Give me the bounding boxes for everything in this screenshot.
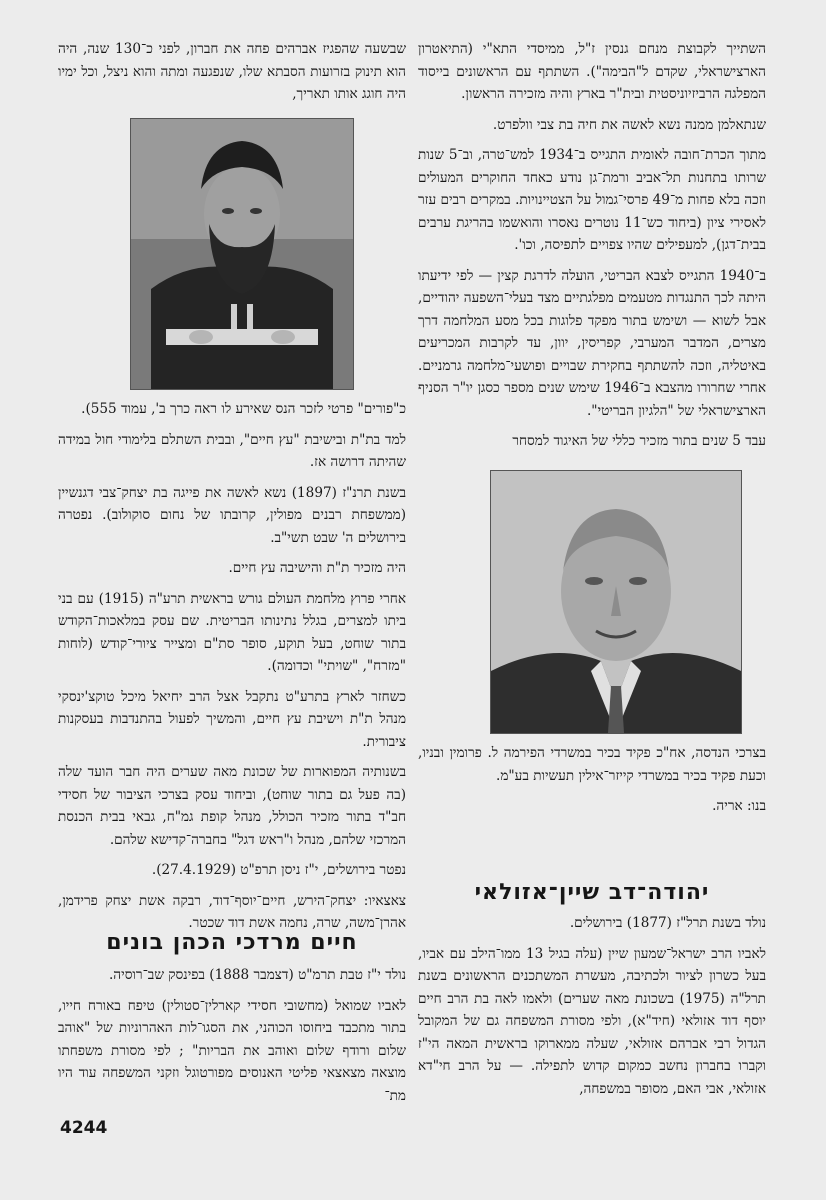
portrait-photo-man-suit — [490, 470, 742, 734]
paragraph: ב־1940 התגייס לצבא הבריטי, הועלה לדרגת קצין — לפי ידיעתו היתה לכך התנגדות מטעמים מפלגתיים מצד בעלי־השפעה יהודיים, אבל לשוא — ושימש בתור מפקד פלוגות בכל מסע המלחמה דרך מצרים, המדבר המערבי, קפריסין, יוון, עד לקרבות המכריעים באיטליה, וזכה להשתתף בחקירת שבויים ופושעי־מלחמה גרמניים. אחרי שחרורו מהצבא ב־1946 שימש שנים מספר כסגן יו"ר הסניף הארצישראלי של "הלגיון הבריטי". — [418, 267, 766, 419]
right-column-section-text — [418, 912, 766, 1108]
paragraph: בצרכי הנדסה, אח"כ פקיד בכיר במשרדי הפירמה ל. פרומין ובניו, וכעת פקיד בכיר במשרדי קייזר־אילין תעשיות בע"מ. — [418, 745, 766, 784]
section-title-left: חיים מרדכי הכהן בונים — [106, 930, 358, 955]
paragraph: בשנותיה המפוארות של שכונת מאה שערים היה חבר הועד שלה (בה פעל גם בתור שוחט), וביחוד עסק בצרכי הציבור של חסידי חב"ד בתור מזכיר הכולל, מנהל קופת גמ"ח, גבאי בבית הכנסת המרכזי שלהם, מנהל ו"ראש דגל" בחברה־קדישא שלהם. — [58, 764, 406, 848]
paragraph: כשחזר לארץ בתרע"ט נתקבל אצל הרב יחיאל מיכל טוקצ'ינסקי מנהל ת"ת וישיבת עץ חיים, והמשיך לפעול בהתנדבות בעסקנות ציבורית. — [58, 688, 406, 750]
right-column-top-text — [418, 38, 766, 461]
paragraph: בנו: אריה. — [712, 798, 766, 814]
paragraph: אחרי פרוץ מלחמת העולם גורש בראשית תרע"ה (1915) עם בני ביתו למצרים, בגלל נתינותו הבריטית. שם עסק במלאכות־הקודש בתור שוחט, בעל תוקע, סופר סת"ם ומצייר ציורי־קודש (לוחות "מזרח", "שויתי" וכדומה). — [58, 590, 406, 674]
paragraph: נפטר בירושלים, י"ז ניסן תרפ"ט (27.4.1929). — [151, 862, 406, 878]
portrait-photo-bearded-man — [130, 118, 354, 390]
paragraph: שבשעה שהפגיז אברהים פחה את חברון, לפני כ־130 שנה, היה הוא תינוק בזרועות הסבתא שלו, שנפגעה ומתה והוא ניצל, וכל ימיו היה חוגג אותו תאריך, — [58, 41, 406, 102]
paragraph: בשנת תרנ"ז (1897) נשא לאשה את פייגה בת יצחק־צבי דגנשיין (ממשפחת רבנים מפולין, קרובתו של נחום סוקולוב). נפטרה בירושלים ה' שבט תשי"ב. — [58, 484, 407, 546]
paragraph: לאביו שמואל (מחשובי חסידי קארלין־סטולין) טיפח באורח חייו, בתור מתכבד ביחוסו הכוהני, את הסגו־לות האהרוניות של "אוהב שלום ורודף שלום ואוהב את הבריות" ; לפי מסורת משפחתו מוצאה מצאצאי פליטי האנוסים מפורטוגל וזקני המשפחה עוד היו מת־ — [58, 997, 406, 1104]
paragraph: נולד בשנת תרל"ז (1877) בירושלים. — [569, 915, 766, 931]
paragraph: לאביו הרב ישראל־שמעון שיין (עלה בגיל 13 ממו־הילב עם אביו, בעל כשרון לציור ולכתיבה, מעשרת המשתכנים הראשונים בשנת תרל"ה (1975) בשכונת מאה שערים) ולאמו לאה בת הרב חיים יוסף דוד אזולאי (חיד"א), ולפי מסורת המשפחה גם של המקובל הגדול רבי אברהם אזולאי, שעלה ממארוקו בראשית המאה הי"ז וקברו בחברון נחשב כמקום קדוש לתפילה. — על הרב חי"דא אזולאי, אבי האם, מסופר במשפחה, — [418, 945, 766, 1097]
paragraph: כ"פורים" פרטי לזכר הנס שאירע לו ראה כרך ב', עמוד 555). — [81, 401, 406, 417]
page-number: 4244 — [60, 1118, 108, 1138]
right-column-caption-text — [418, 742, 766, 826]
paragraph: צאצאיו: יצחק־הירש, חיים־יוסף־דוד, רבקה אשת יצחק פרידמן, אהרן־משה, שרה, נחמה אשת דוד שכטר. — [58, 892, 406, 931]
paragraph: מתוך הכרת־חובה לאומית התגייס ב־1934 למש־טרה, וב־5 שנות שרותו בתחנות תל־אביב ורמת־גן נודע כאחד החוקרים המעולים וזכה בלא פחות מ־49 פרסי־גמול על הצטיינויות. במקרים רבים עזר לאסירי ציון (ביחוד כש־11 נוטרים נאסרו והואשמו בהריגת ערבים בבית־דגן), למעפילים שהיו צפויים לתפיסה, וכו'. — [418, 147, 766, 253]
left-column-section-text — [58, 964, 406, 1115]
paragraph: למד בת"ת ובישיבת "עץ חיים", ובבית השתלם בלימודי חול במידה שהיתה דרושה אז. — [58, 431, 406, 470]
left-column-top-text — [58, 38, 406, 114]
paragraph: עבד 5 שנים בתור מזכיר כללי של האיגוד למסחר — [512, 433, 766, 449]
paragraph: שנתאלמן ממנה נשא לאשה את חיה בת צבי וולפרט. — [492, 116, 766, 133]
paragraph: השתייך לקבוצת מנחם גנסין ז"ל, ממיסדי התא"י (התיאטרון הארצישראלי, שקדם ל"הבימה"). השתתף עם הראשונים בייסוד המפלגה הרביזיוניסטית ובית"ר בארץ והיה מזכירה הראשון. — [418, 41, 766, 102]
paragraph: היה מזכיר ת"ת והישיבה עץ חיים. — [228, 560, 406, 576]
left-column-main-text — [58, 398, 406, 943]
paragraph: נולד י"ז טבת תרמ"ט (דצמבר 1888) בפינסק שב־רוסיה. — [108, 967, 406, 983]
section-title-right: יהודה־דב שיין־אזולאי — [474, 880, 710, 905]
